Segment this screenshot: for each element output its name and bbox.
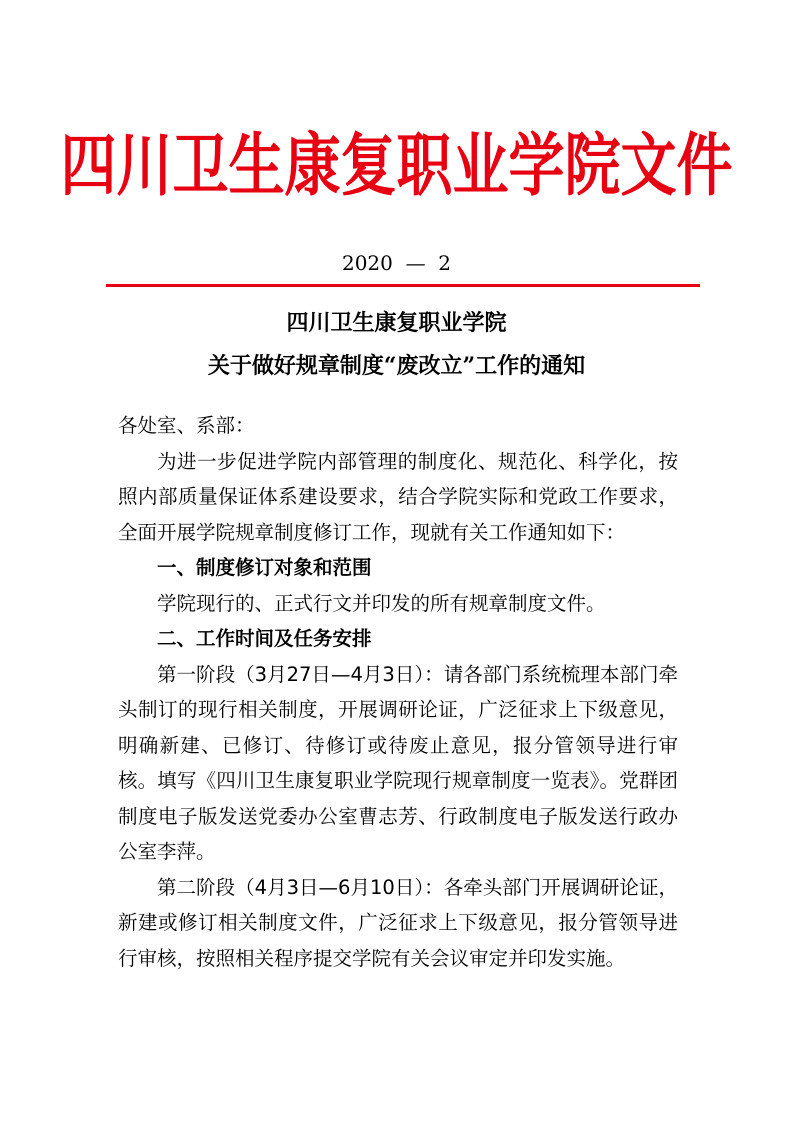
- document-title-line-1: 四川卫生康复职业学院: [286, 310, 507, 336]
- intro-paragraph: 为进一步促进学院内部管理的制度化、规范化、科学化，按照内部质量保证体系建设要求，结合学院实际和党政工作要求，全面开展学院规章制度修订工作，现就有关工作通知如下：: [118, 449, 678, 544]
- section-1-heading: 一、制度修订对象和范围: [157, 556, 372, 579]
- document-body: [118, 408, 678, 976]
- masthead-title: 四川卫生康复职业学院文件: [60, 126, 733, 206]
- red-divider-line: [106, 284, 700, 287]
- stage-2-paragraph: 第二阶段（4月3日—6月10日）：各牵头部门开展调研论证，新建或修订相关制度文件，广泛征求上下级意见，报分管领导进行审核，按照相关程序提交学院有关会议审定并印发实施。: [118, 875, 678, 970]
- section-2-heading: 二、工作时间及任务安排: [157, 627, 372, 650]
- section-1-text: 学院现行的、正式行文并印发的所有规章制度文件。: [157, 591, 606, 615]
- salutation: 各处室、系部：: [118, 414, 255, 437]
- document-title-line-2: 关于做好规章制度“废改立”工作的通知: [207, 353, 586, 379]
- document-number: 2020 — 2: [341, 251, 452, 275]
- stage-1-paragraph: 第一阶段（3月27日—4月3日）：请各部门系统梳理本部门牵头制订的现行相关制度，开展调研论证，广泛征求上下级意见，明确新建、已修订、待修订或待废止意见，报分管领导进行审核。填写《四川卫生康复职业学院现行规章制度一览表》。党群团制度电子版发送党委办公室曹志芳、行政制度电子版发送行政办公室李萍。: [118, 662, 678, 863]
